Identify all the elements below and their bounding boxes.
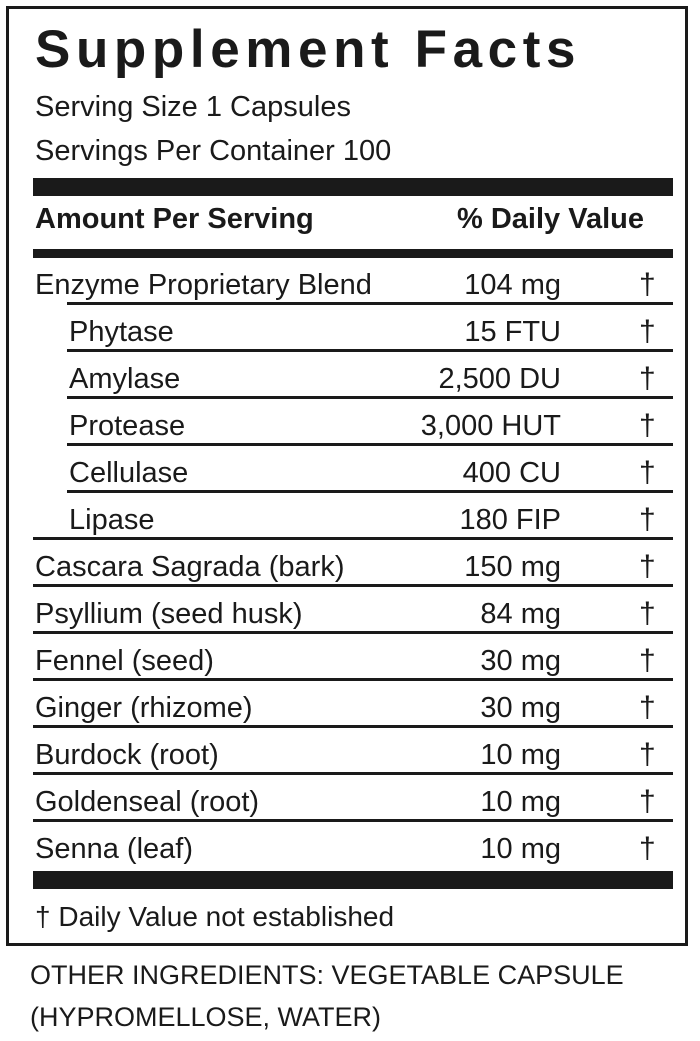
ingredient-row	[9, 634, 685, 681]
ingredient-row	[9, 775, 685, 822]
ingredient-name: Senna (leaf)	[35, 833, 193, 865]
daily-value-dagger: †	[639, 503, 656, 536]
other-ingredients-line2: (HYPROMELLOSE, WATER)	[30, 1002, 382, 1032]
header-daily-value: % Daily Value	[457, 203, 644, 235]
header-amount-per-serving: Amount Per Serving	[35, 203, 314, 235]
ingredient-amount: 10 mg	[480, 786, 561, 818]
ingredient-amount: 84 mg	[480, 598, 561, 630]
ingredient-amount: 104 mg	[464, 269, 561, 301]
ingredient-row	[9, 540, 685, 587]
ingredient-amount: 10 mg	[480, 739, 561, 771]
ingredient-row	[9, 728, 685, 775]
ingredient-row	[9, 587, 685, 634]
thick-divider-bottom	[33, 871, 673, 889]
ingredient-amount: 2,500 DU	[438, 363, 561, 395]
ingredient-name: Psyllium (seed husk)	[35, 598, 303, 630]
ingredient-name: Cellulase	[69, 457, 189, 489]
header-divider	[33, 249, 673, 258]
daily-value-dagger: †	[639, 644, 656, 677]
ingredient-name: Goldenseal (root)	[35, 786, 260, 818]
ingredient-name: Ginger (rhizome)	[35, 692, 253, 724]
daily-value-dagger: †	[639, 597, 656, 630]
ingredient-row	[9, 493, 685, 540]
ingredient-amount: 10 mg	[480, 833, 561, 865]
ingredient-name: Amylase	[69, 363, 181, 395]
ingredient-row	[9, 399, 685, 446]
daily-value-dagger: †	[639, 362, 656, 395]
other-ingredients-line1: OTHER INGREDIENTS: VEGETABLE CAPSULE	[30, 960, 624, 990]
daily-value-dagger: †	[639, 456, 656, 489]
thick-divider-top	[33, 178, 673, 196]
ingredient-amount: 30 mg	[480, 692, 561, 724]
ingredient-name: Protease	[69, 410, 186, 442]
daily-value-dagger: †	[639, 785, 656, 818]
daily-value-dagger: †	[639, 738, 656, 771]
ingredient-row	[9, 446, 685, 493]
daily-value-dagger: †	[639, 832, 656, 865]
ingredient-name: Cascara Sagrada (bark)	[35, 551, 345, 583]
ingredient-rows	[9, 258, 685, 869]
ingredient-amount: 30 mg	[480, 645, 561, 677]
ingredient-amount: 3,000 HUT	[420, 410, 561, 442]
daily-value-dagger: †	[639, 691, 656, 724]
ingredient-row	[9, 352, 685, 399]
daily-value-dagger: †	[639, 268, 656, 301]
serving-size: Serving Size 1 Capsules	[35, 91, 351, 123]
ingredient-name: Lipase	[69, 504, 155, 536]
footnote: † Daily Value not established	[35, 901, 395, 932]
ingredient-name: Phytase	[69, 316, 174, 348]
daily-value-dagger: †	[639, 315, 656, 348]
panel-title: Supplement Facts	[35, 20, 582, 79]
ingredient-name: Fennel (seed)	[35, 645, 214, 677]
ingredient-amount: 400 CU	[462, 457, 561, 489]
ingredient-row	[9, 822, 685, 869]
supplement-facts-panel	[6, 6, 688, 946]
ingredient-row	[9, 258, 685, 305]
servings-per-container: Servings Per Container 100	[35, 135, 392, 167]
daily-value-dagger: †	[639, 550, 656, 583]
ingredient-name: Burdock (root)	[35, 739, 219, 771]
ingredient-amount: 180 FIP	[459, 504, 561, 536]
ingredient-name: Enzyme Proprietary Blend	[35, 269, 372, 301]
ingredient-row	[9, 681, 685, 728]
ingredient-row	[9, 305, 685, 352]
daily-value-dagger: †	[639, 409, 656, 442]
ingredient-amount: 150 mg	[464, 551, 561, 583]
ingredient-amount: 15 FTU	[464, 316, 561, 348]
